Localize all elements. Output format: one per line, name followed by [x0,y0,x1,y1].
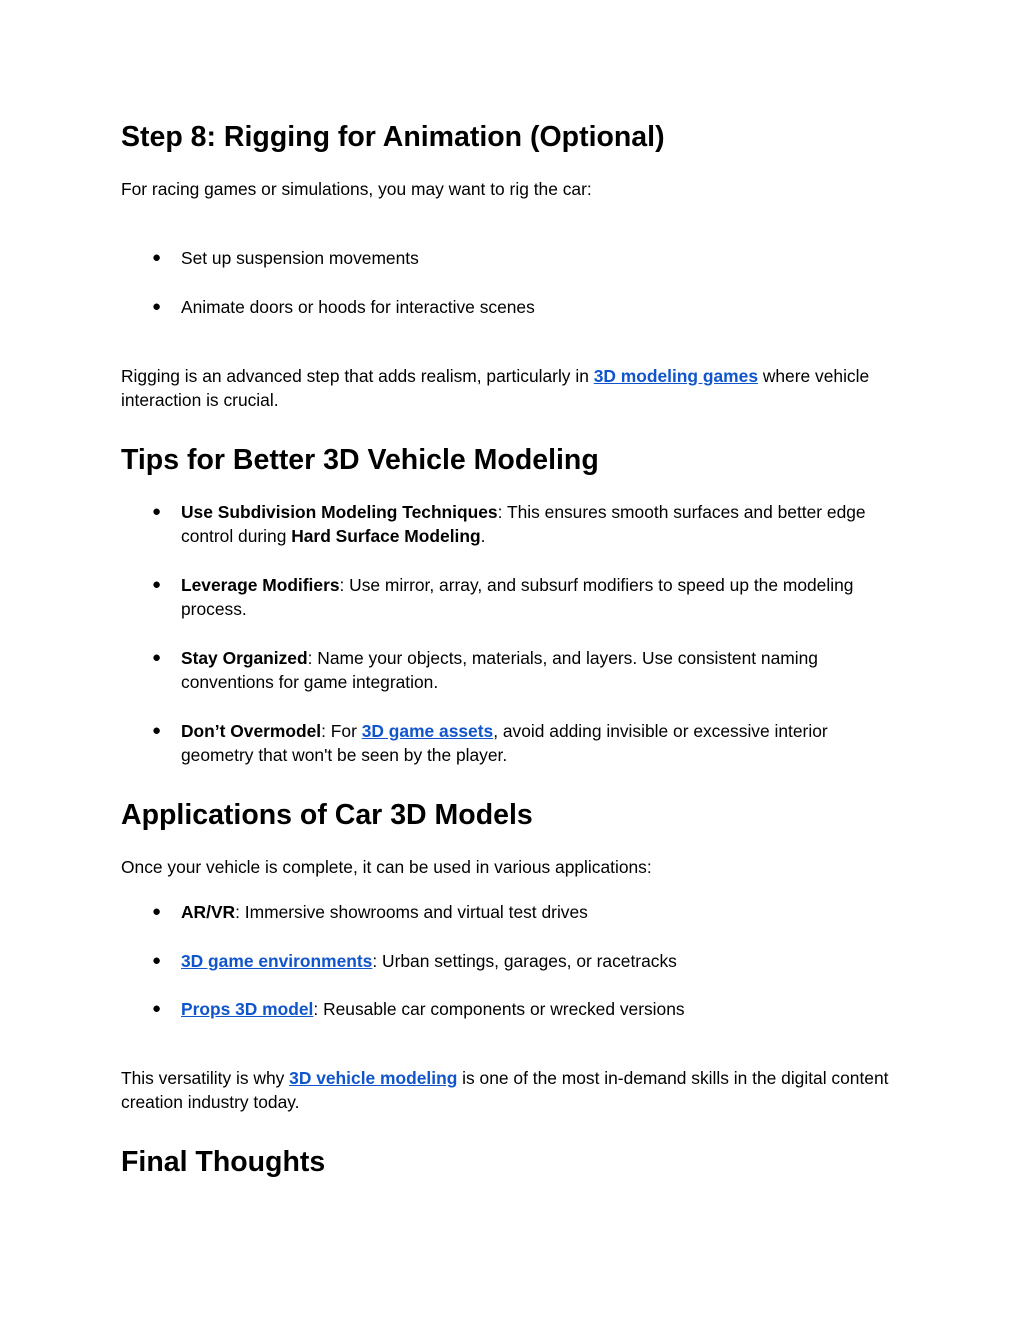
item-term: Stay Organized [181,648,308,668]
item-text: : Use mirror, array, and subsurf modifiers to speed up the modeling process. [181,575,854,619]
item-text: : Reusable car components or wrecked versions [313,999,685,1019]
applications-heading: Applications of Car 3D Models [121,799,533,831]
list-item-text [181,900,901,924]
item-term: Hard Surface Modeling [291,526,481,546]
bullet-icon: ● [152,952,162,969]
list-item-text [181,949,901,973]
item-text: : Name your objects, materials, and layers. Use consistent naming conventions for game integration. [181,648,818,692]
paragraph-text: Rigging is an advanced step that adds realism, particularly in [121,366,594,386]
list-item-text: Set up suspension movements [181,248,419,268]
item-term: Don’t Overmodel [181,721,322,741]
final-heading: Final Thoughts [121,1146,326,1178]
paragraph-text: This versatility is why [121,1068,290,1088]
item-term: Use Subdivision Modeling Techniques [181,502,498,522]
link-props-3d-model[interactable]: Props 3D model [181,999,314,1019]
bullet-icon: ● [152,722,162,739]
item-text: : Immersive showrooms and virtual test drives [235,902,588,922]
bullet-icon: ● [152,576,162,593]
paragraph-text: is one of the most in-demand skills in the digital content creation industry today. [121,1068,889,1112]
link-3d-game-assets[interactable]: 3D game assets [361,721,494,741]
bullet-icon: ● [152,503,162,520]
list-item-text: Animate doors or hoods for interactive scenes [181,297,535,317]
bullet-icon: ● [152,249,162,266]
bullet-icon: ● [152,903,162,920]
link-3d-vehicle-modeling[interactable]: 3D vehicle modeling [289,1068,458,1088]
step8-intro: For racing games or simulations, you may want to rig the car: [121,179,592,199]
list-item-text [181,719,901,767]
bullet-icon: ● [152,298,162,315]
item-term: AR/VR [181,902,236,922]
list-item-text [181,646,901,694]
item-text: : This ensures smooth surfaces and better edge control during [181,502,866,546]
applications-intro: Once your vehicle is complete, it can be used in various applications: [121,857,652,877]
step8-paragraph [121,364,901,412]
bullet-icon: ● [152,1000,162,1017]
tips-heading: Tips for Better 3D Vehicle Modeling [121,444,599,476]
applications-paragraph [121,1066,901,1114]
list-item-text [181,997,901,1021]
list-item-text [181,500,901,548]
step8-heading: Step 8: Rigging for Animation (Optional) [121,121,665,153]
link-3d-modeling-games[interactable]: 3D modeling games [593,366,758,386]
item-term: Leverage Modifiers [181,575,340,595]
list-item-text [181,573,901,621]
item-text: : Urban settings, garages, or racetracks [372,951,677,971]
bullet-icon: ● [152,649,162,666]
item-text: , avoid adding invisible or excessive interior geometry that won't be seen by the player. [181,721,828,765]
item-text: : For [321,721,362,741]
item-text: . [480,526,486,546]
paragraph-text: where vehicle interaction is crucial. [121,366,870,410]
link-3d-game-environments[interactable]: 3D game environments [181,951,373,971]
